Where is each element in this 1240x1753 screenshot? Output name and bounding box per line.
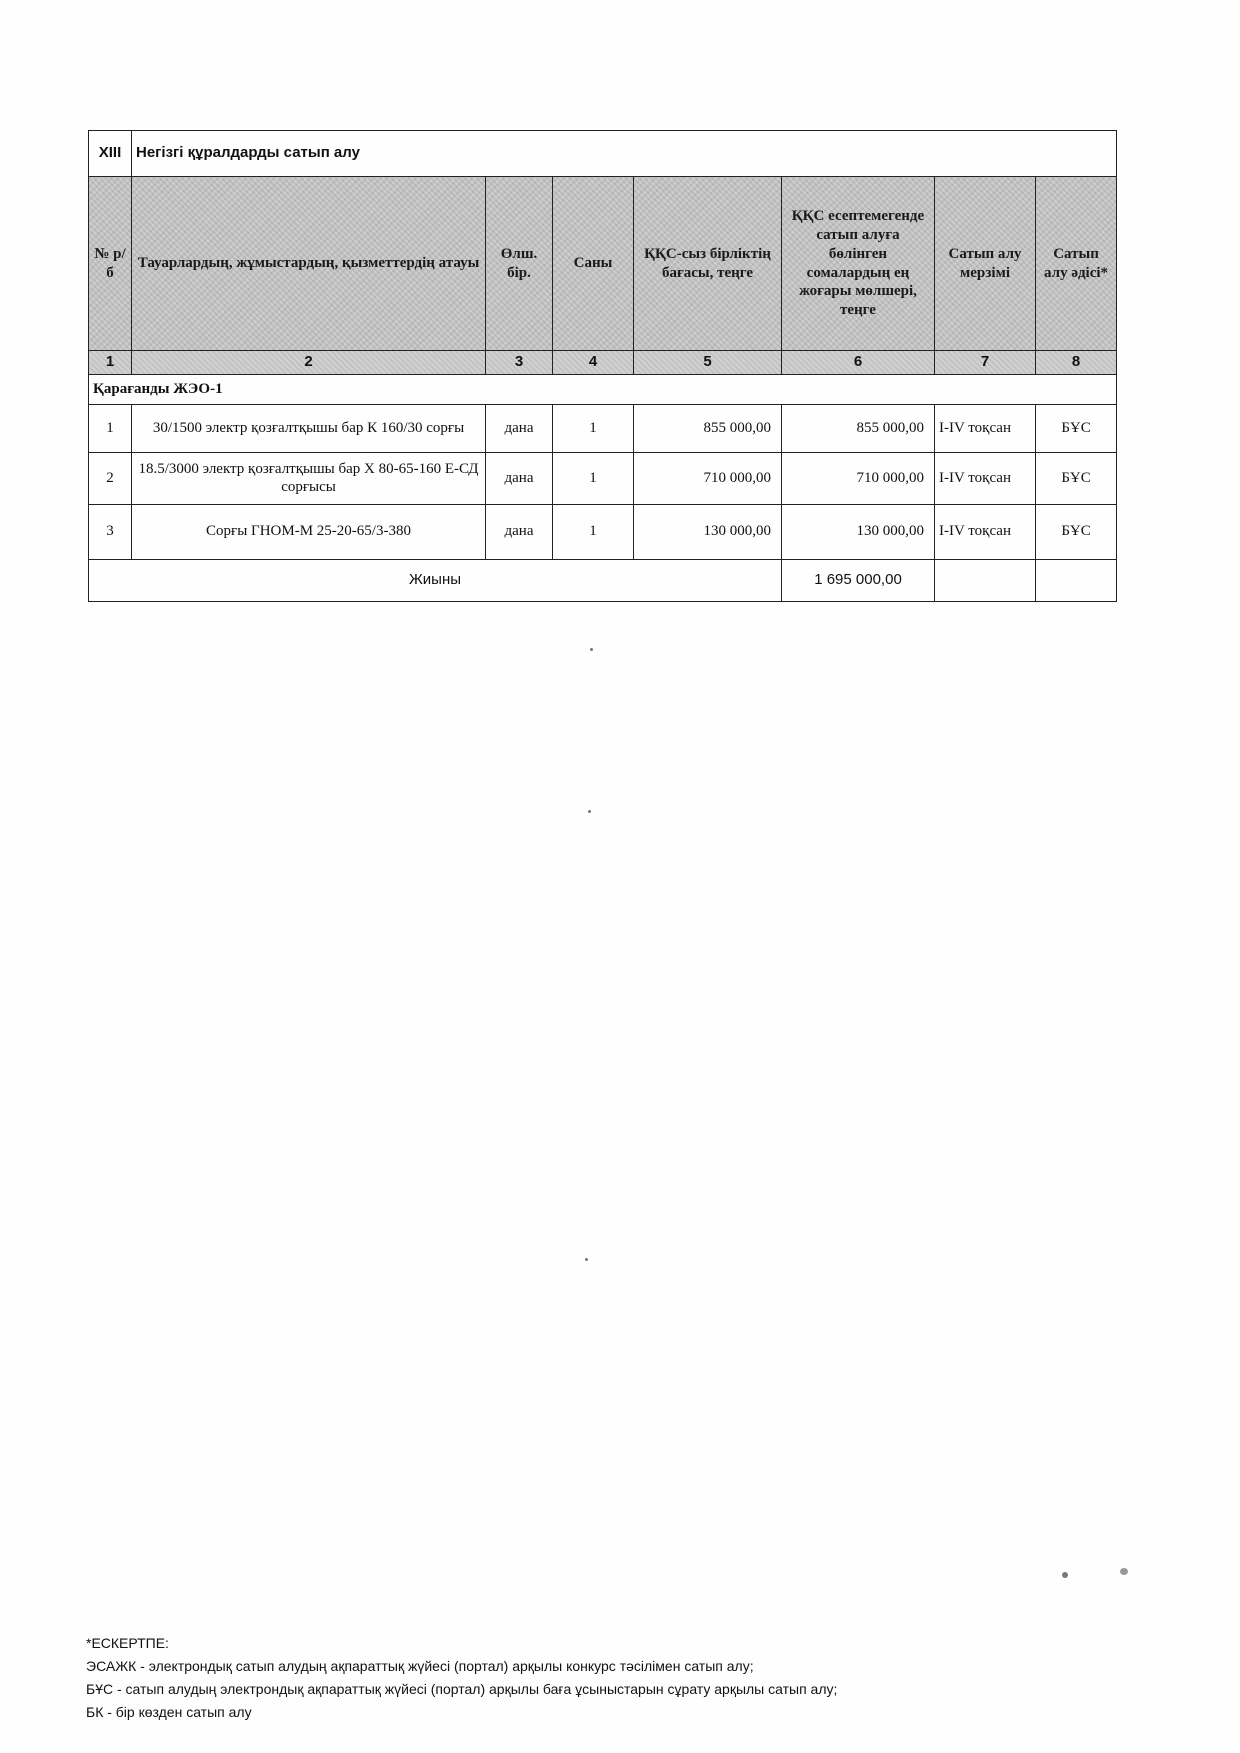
total-empty-cell <box>1036 559 1117 601</box>
column-number: 6 <box>782 351 935 375</box>
footnote-line: ЭСАЖК - электрондық сатып алудың ақпараттық жүйесі (портал) арқылы конкурс тәсілімен сатып алу; <box>86 1658 754 1674</box>
header-name: Тауарлардың, жұмыстардың, қызметтердің атауы <box>132 177 486 351</box>
item-unit-price: 710 000,00 <box>634 452 782 504</box>
item-amount: 855 000,00 <box>782 404 935 452</box>
item-method: БҰС <box>1036 504 1117 559</box>
header-quantity: Саны <box>553 177 634 351</box>
table-row <box>89 404 1117 452</box>
row-number: 1 <box>89 404 132 452</box>
column-number: 5 <box>634 351 782 375</box>
column-number: 4 <box>553 351 634 375</box>
item-quantity: 1 <box>553 452 634 504</box>
item-period: I-IV тоқсан <box>935 504 1036 559</box>
total-label: Жиыны <box>89 559 782 601</box>
column-number: 7 <box>935 351 1036 375</box>
item-amount: 130 000,00 <box>782 504 935 559</box>
total-row <box>89 559 1117 601</box>
table-row <box>89 504 1117 559</box>
item-quantity: 1 <box>553 404 634 452</box>
header-unit: Өлш. бір. <box>486 177 553 351</box>
procurement-table <box>88 130 1117 602</box>
row-number: 2 <box>89 452 132 504</box>
scan-speck <box>590 648 593 651</box>
item-method: БҰС <box>1036 404 1117 452</box>
group-title: Қарағанды ЖЭО-1 <box>89 374 1117 404</box>
row-number: 3 <box>89 504 132 559</box>
item-unit-price: 855 000,00 <box>634 404 782 452</box>
item-name: 30/1500 электр қозғалтқышы бар К 160/30 сорғы <box>132 404 486 452</box>
item-unit: дана <box>486 504 553 559</box>
header-row <box>89 177 1117 351</box>
item-amount: 710 000,00 <box>782 452 935 504</box>
scan-speck <box>588 810 591 813</box>
scan-speck <box>1062 1572 1068 1578</box>
header-period: Сатып алу мерзімі <box>935 177 1036 351</box>
column-number: 3 <box>486 351 553 375</box>
item-method: БҰС <box>1036 452 1117 504</box>
item-name: Сорғы ГНОМ-М 25-20-65/3-380 <box>132 504 486 559</box>
item-period: I-IV тоқсан <box>935 404 1036 452</box>
scan-speck <box>1120 1568 1128 1575</box>
item-name: 18.5/3000 электр қозғалтқышы бар Х 80-65-160 Е-СД сорғысы <box>132 452 486 504</box>
footnote-heading: *ЕСКЕРТПЕ: <box>86 1635 169 1651</box>
item-period: I-IV тоқсан <box>935 452 1036 504</box>
column-number: 2 <box>132 351 486 375</box>
column-number: 1 <box>89 351 132 375</box>
item-quantity: 1 <box>553 504 634 559</box>
header-method: Сатып алу әдісі* <box>1036 177 1117 351</box>
total-value: 1 695 000,00 <box>782 559 935 601</box>
total-empty-cell <box>935 559 1036 601</box>
item-unit: дана <box>486 404 553 452</box>
item-unit: дана <box>486 452 553 504</box>
footnote-line: БК - бір көзден сатып алу <box>86 1704 252 1720</box>
column-number: 8 <box>1036 351 1117 375</box>
column-number-row <box>89 351 1117 375</box>
table-row <box>89 452 1117 504</box>
item-unit-price: 130 000,00 <box>634 504 782 559</box>
section-title: Негізгі құралдарды сатып алу <box>132 131 1117 177</box>
header-max-amount: ҚҚС есептемегенде сатып алуға бөлінген сомалардың ең жоғары мөлшері, теңге <box>782 177 935 351</box>
footnote-line: БҰС - сатып алудың электрондық ақпараттық жүйесі (портал) арқылы баға ұсыныстарын сұрату арқылы сатып алу; <box>86 1681 838 1697</box>
footnotes <box>86 1632 837 1724</box>
section-row <box>89 131 1117 177</box>
header-unit-price: ҚҚС-сыз бірліктің бағасы, теңге <box>634 177 782 351</box>
group-row <box>89 374 1117 404</box>
header-number: № р/б <box>89 177 132 351</box>
section-number: XIII <box>89 131 132 177</box>
scan-speck <box>585 1258 588 1261</box>
